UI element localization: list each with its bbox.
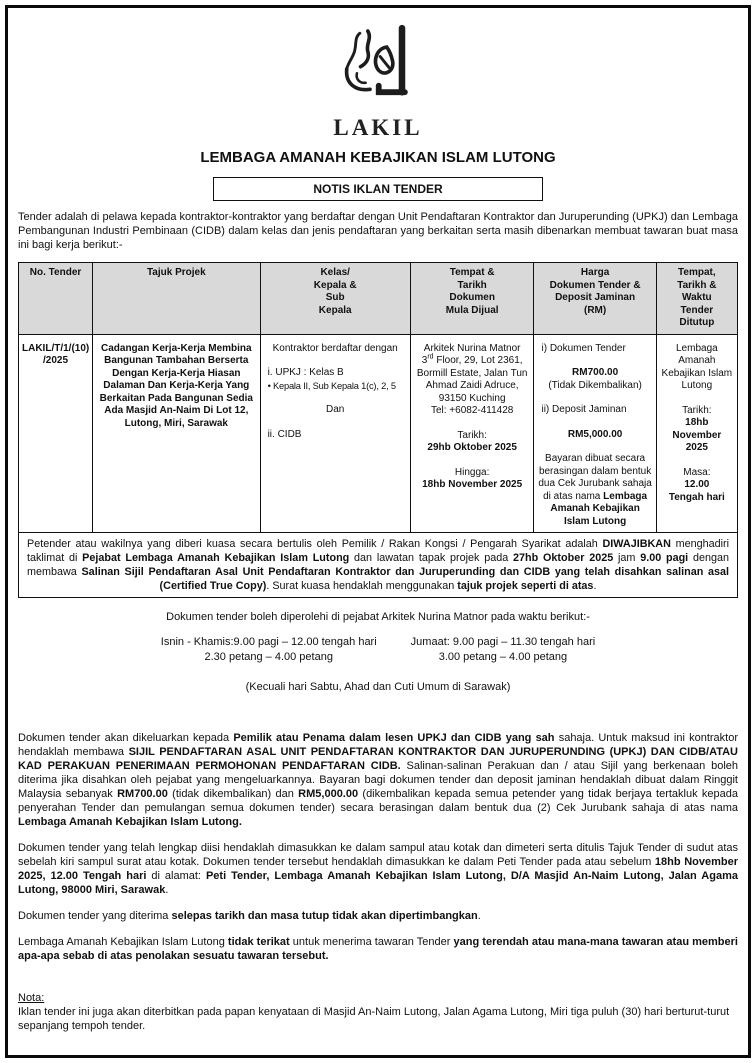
- weekday-times: [161, 635, 377, 665]
- weekday-label: Isnin - Khamis:: [160, 636, 234, 648]
- kelas-cidb: ii. CIDB: [267, 428, 302, 440]
- table-header-row: [19, 263, 738, 335]
- friday-times: [411, 635, 596, 665]
- header-kelas: Kelas/ Kepala & Sub Kepala: [260, 263, 410, 335]
- kelas-intro: Kontraktor berdaftar dengan: [272, 342, 398, 354]
- sale-date-label: Tarikh:: [457, 429, 487, 441]
- kelas-dan: Dan: [326, 404, 345, 415]
- org-name: LEMBAGA AMANAH KEBAJIKAN ISLAM LUTONG: [200, 149, 556, 166]
- cell-harga: [534, 334, 656, 533]
- collection-times: [18, 635, 738, 665]
- logo-text: LAKIL: [333, 115, 423, 140]
- intro-paragraph: Tender adalah di pelawa kepada kontraktor-kontraktor yang berdaftar dengan Unit Pendaftaran Kontraktor dan Juruperunding (UPKJ) dan Lembaga Pembangunan Industri Pembinaan (CIDB) dalam kelas dan jenis pendaftaran yang berkaitan serta masih dibenarkan membuat tawaran buat masa ini bagi kerja berikut:-: [18, 211, 738, 251]
- lakil-logo: [18, 22, 738, 141]
- briefing-note: Petender atau wakilnya yang diberi kuasa secara bertulis oleh Pemilik / Rakan Kongsi / Pengarah Syarikat adalah DIWAJIBKAN menghadiri taklimat di Pejabat Lembaga Amanah Kebajikan Islam Lutong dan lawatan tapak projek pada 27hb Oktober 2025 jam 9.00 pagi dengan membawa Salinan Sijil Pendaftaran Asal Unit Pendaftaran Kontraktor dan Juruperunding dan CIDB yang telah disahkan salinan asal (Certified True Copy). Surat kuasa hendaklah menggunakan tajuk projek seperti di atas.: [19, 533, 738, 598]
- closing-date: 18hb November 2025: [672, 417, 722, 453]
- nota-text: Iklan tender ini juga akan diterbitkan pada papan kenyataan di Masjid An-Naim Lutong, Jalan Agama Lutong, Miri tiga puluh (30) hari berturut-turut sepanjang tempoh tender.: [18, 1006, 730, 1032]
- paragraph-issuance: Dokumen tender akan dikeluarkan kepada Pemilik atau Penama dalam lesen UPKJ dan CIDB yang sah sahaja. Untuk maksud ini kontraktor hendaklah membawa SIJIL PENDAFTARAN ASAL UNIT PENDAFTARAN KONTRAKTOR DAN JURUPERUNDING (UPKJ) DAN CIDB/ATAU KAD PERAKUAN PENERIMAAN PERMOHONAN PENDAFTARAN CIDB. Salinan-salinan Perakuan dan / atau Sijil yang berkenaan boleh diterima jika disahkan oleh pejabat yang mengeluarkannya. Bayaran bagi dokumen tender dan deposit jaminan hendaklah dibuat dalam Ringgit Malaysia sebanyak RM700.00 (tidak dikembalikan) dan RM5,000.00 (dikembalikan kepada semua petender yang tidak berjaya tertakluk kepada penyerahan Tender dan pemulangan semua dokumen tender) secara berasingan dalam bentuk dua (2) Cek Jurubank sahaja di atas nama Lembaga Amanah Kebajikan Islam Lutong.: [18, 732, 739, 828]
- weekday-times-line1: [161, 635, 377, 650]
- sale-start-date: 29hb Oktober 2025: [427, 442, 517, 453]
- kelas-upkj: i. UPKJ : Kelas B: [267, 367, 344, 378]
- briefing-note-row: [19, 533, 738, 598]
- sale-until-label: Hingga:: [454, 466, 490, 478]
- tender-table: [18, 262, 738, 598]
- header-tutup: Tempat, Tarikh & Waktu Tender Ditutup: [656, 263, 737, 335]
- sale-end-date: 18hb November 2025: [422, 479, 523, 490]
- header-harga: Harga Dokumen Tender & Deposit Jaminan (RM): [534, 263, 656, 335]
- header-tempat-dijual: Tempat & Tarikh Dokumen Mula Dijual: [410, 263, 534, 335]
- friday-afternoon: 3.00 petang – 4.00 petang: [438, 651, 568, 663]
- closing-time-label: Masa:: [683, 466, 711, 478]
- cell-tutup: [656, 334, 737, 533]
- closing-place: Lembaga Amanah Kebajikan Islam Lutong: [661, 342, 733, 391]
- paragraph-submission: Dokumen tender yang telah lengkap diisi hendaklah dimasukkan ke dalam sampul atau kotak dan dimeteri serta ditulis Tajuk Tender di sudut atas sebelah kiri sampul surat atau kotak. Dokumen tender tersebut hendaklah dimasukkan ke dalam Peti Tender pada atau sebelum 18hb November 2025, 12.00 Tengah hari di alamat: Peti Tender, Lembaga Amanah Kebajikan Islam Lutong, D/A Masjid An-Naim Lutong, Jalan Agama Lutong, 98000 Miri, Sarawak.: [18, 842, 738, 896]
- friday-label: Jumaat:: [410, 636, 450, 648]
- header-tajuk-projek: Tajuk Projek: [93, 263, 261, 335]
- fee-amount-1: RM700.00: [572, 367, 619, 378]
- seller-address: Arkitek Nurina Matnor 3rd Floor, 29, Lot 2361, Bormill Estate, Jalan Tun Ahmad Zaidi Adruce, 93150 Kuching Tel: +6082-411428: [416, 342, 528, 416]
- fee-item-2: ii) Deposit Jaminan: [541, 404, 627, 415]
- friday-times-line1: [411, 635, 596, 650]
- fee-amount-1-note: (Tidak Dikembalikan): [548, 379, 642, 391]
- collection-heading: Dokumen tender boleh diperolehi di pejabat Arkitek Nurina Matnor pada waktu berikut:-: [166, 611, 590, 623]
- kelas-kepala: • Kepala II, Sub Kepala 1(c), 2, 5: [267, 380, 396, 391]
- weekday-morning: 9.00 pagi – 12.00 tengah hari: [233, 636, 377, 648]
- table-row: [19, 334, 738, 533]
- tender-notice-page: [5, 5, 751, 1058]
- cell-no-tender: LAKIL/T/1/(10) /2025: [19, 334, 93, 533]
- cell-tempat-dijual: [410, 334, 534, 533]
- friday-morning: 9.00 pagi – 11.30 tengah hari: [452, 636, 596, 648]
- notice-title-box: NOTIS IKLAN TENDER: [213, 177, 543, 201]
- closing-date-label: Tarikh:: [682, 404, 712, 416]
- paragraph-not-bound: Lembaga Amanah Kebajikan Islam Lutong tidak terikat untuk menerima tawaran Tender yang terendah atau mana-mana tawaran atau memberi apa-apa sebab di atas penolakan sesuatu tawaran tersebut.: [18, 936, 738, 962]
- fee-item-1: i) Dokumen Tender: [541, 342, 626, 354]
- cell-kelas: [260, 334, 410, 533]
- weekday-afternoon: 2.30 petang – 4.00 petang: [204, 651, 333, 663]
- fee-amount-2: RM5,000.00: [567, 428, 623, 440]
- cell-tajuk-projek: Cadangan Kerja-Kerja Membina Bangunan Tambahan Berserta Dengan Kerja-Kerja Hiasan Dalaman Dan Kerja-Kerja Yang Berkaitan Pada Bangunan Sedia Ada Masjid An-Naim Di Lot 12, Lutong, Miri, Sarawak: [93, 334, 261, 533]
- paragraph-late: Dokumen tender yang diterima selepas tarikh dan masa tutup tidak akan dipertimbangkan.: [18, 910, 481, 922]
- nota-section: [18, 991, 738, 1033]
- exception-note: (Kecuali hari Sabtu, Ahad dan Cuti Umum di Sarawak): [245, 681, 511, 693]
- header-no-tender: No. Tender: [19, 263, 93, 335]
- closing-time: 12.00 Tengah hari: [668, 479, 725, 503]
- lakil-calligraphy-icon: [338, 22, 418, 110]
- notice-title-row: [18, 177, 738, 201]
- nota-label: Nota:: [18, 992, 45, 1004]
- payment-note: Bayaran dibuat secara berasingan dalam bentuk dua Cek Jurubank sahaja di atas nama Lembaga Amanah Kebajikan Islam Lutong: [538, 453, 652, 527]
